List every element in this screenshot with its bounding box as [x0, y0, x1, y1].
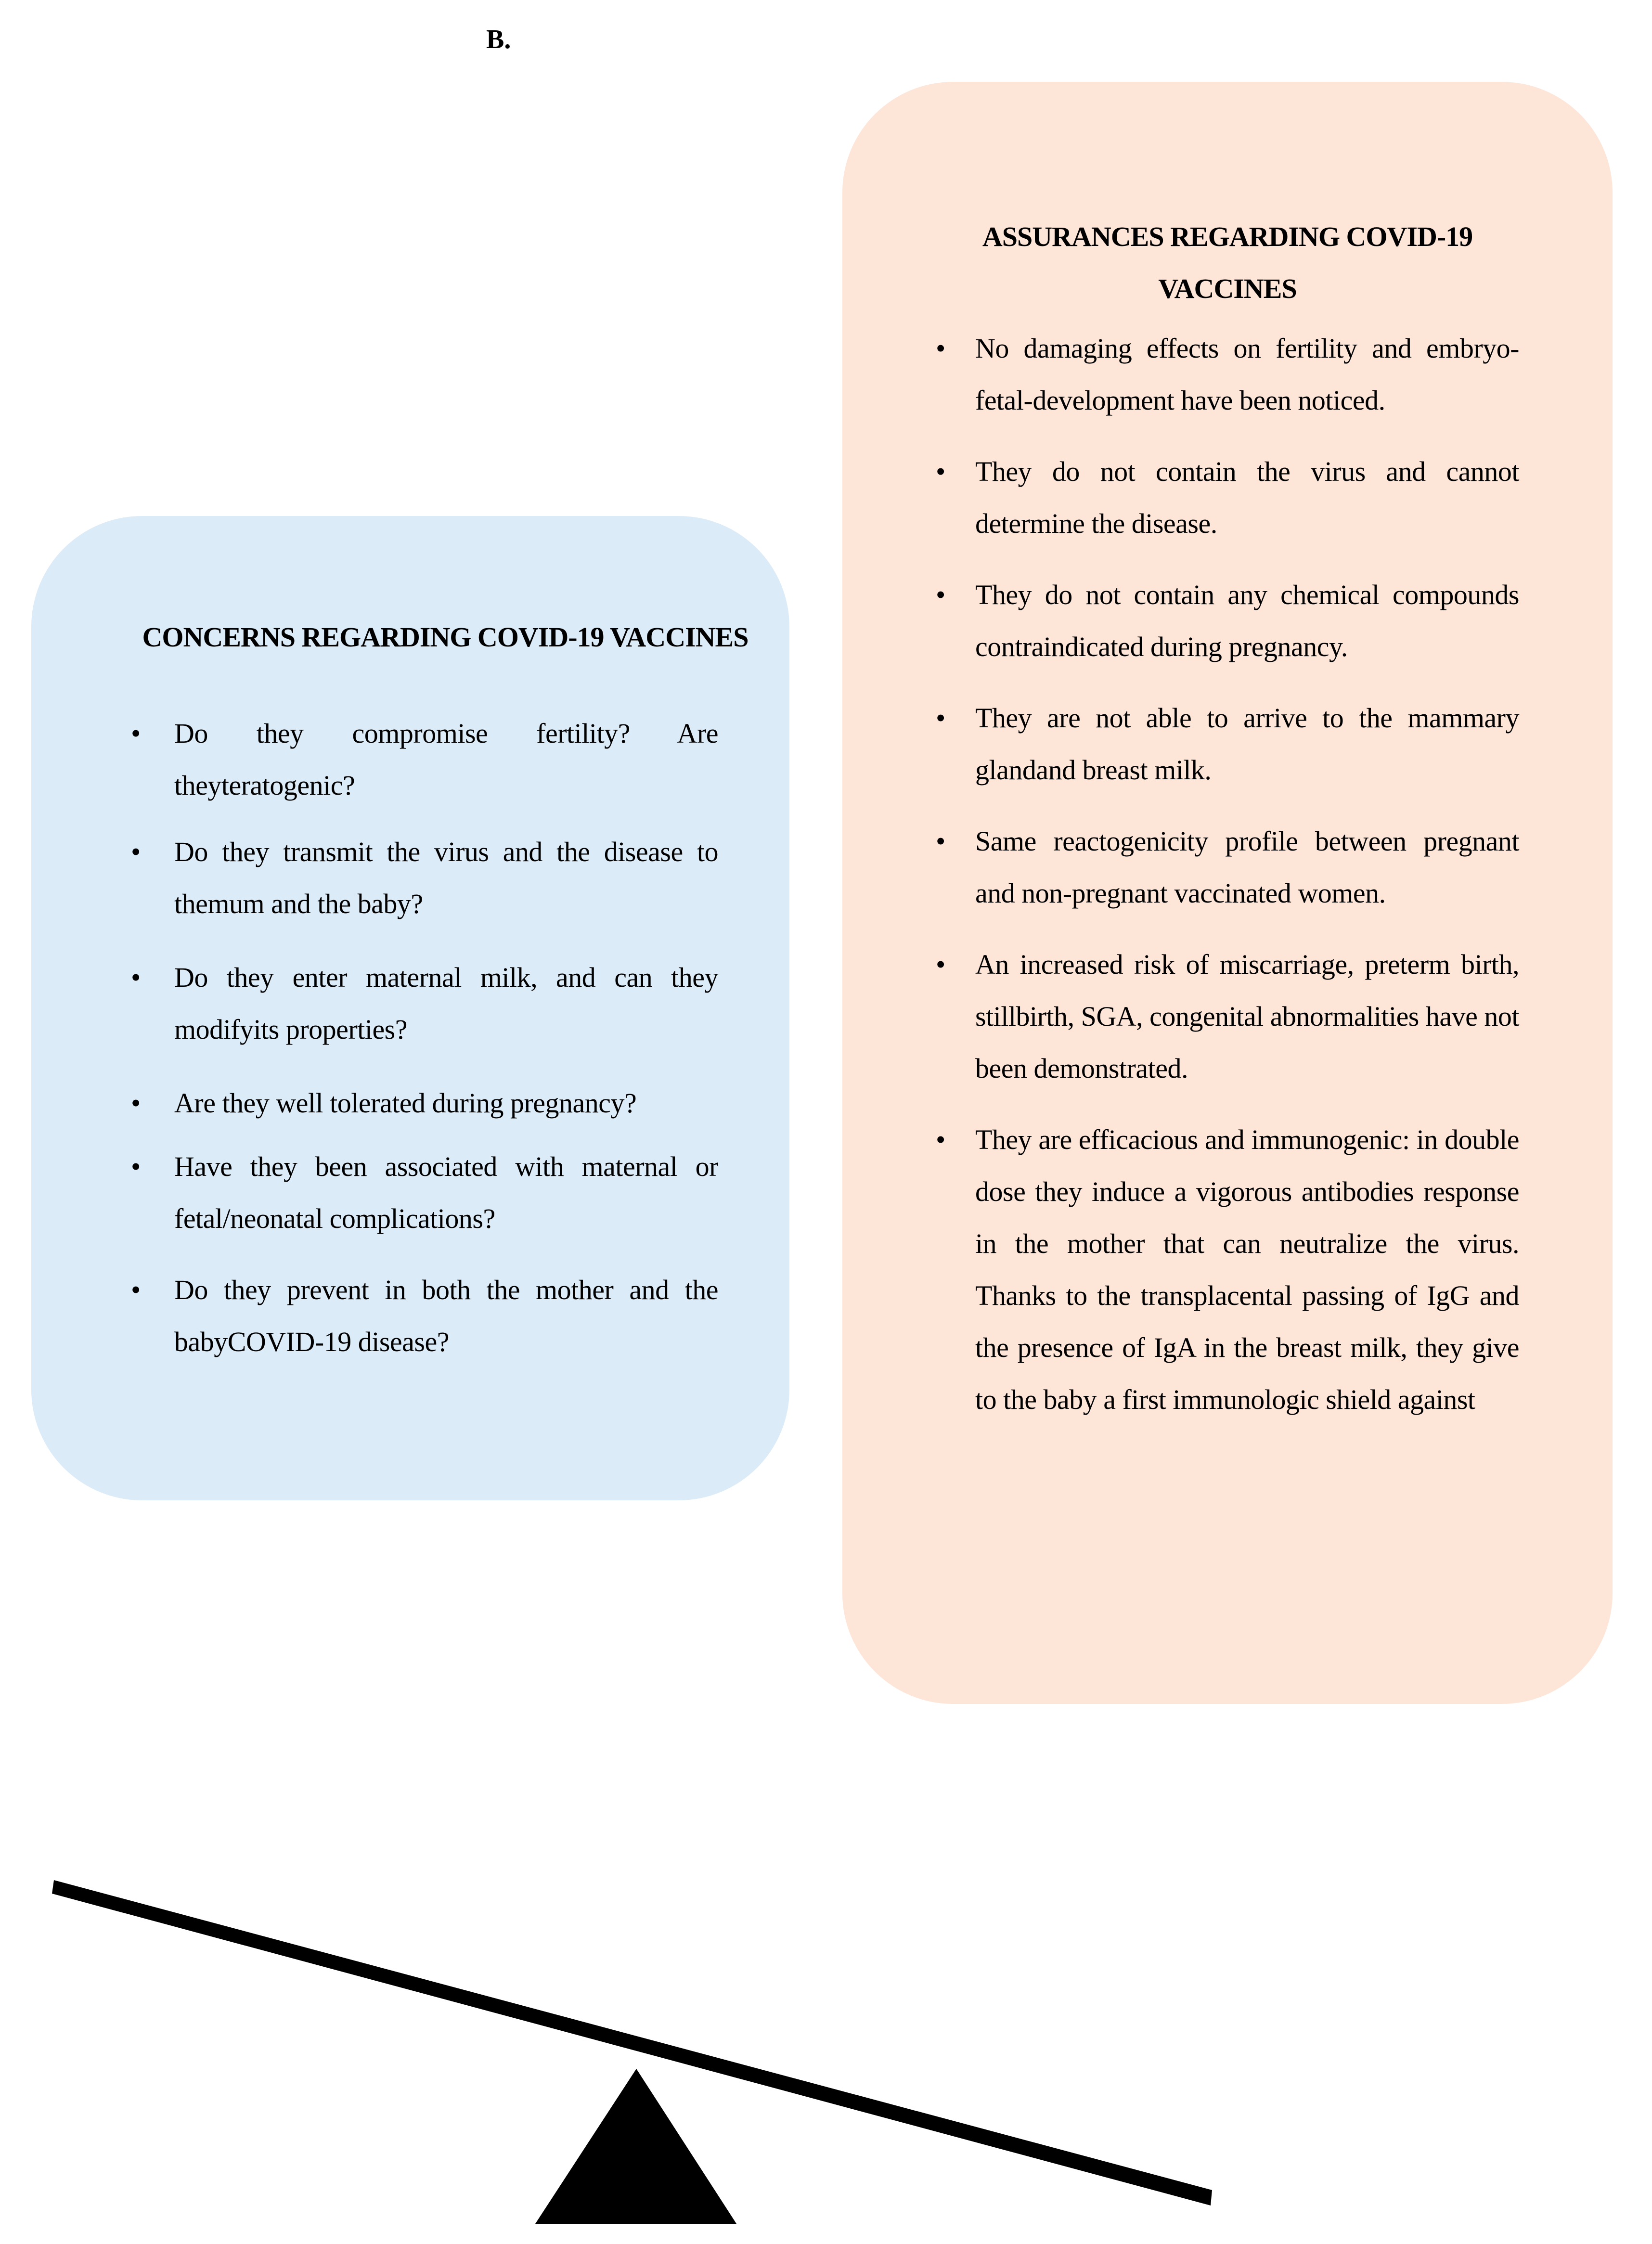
concerns-item: [131, 952, 718, 1056]
concerns-item-text: Do they prevent in both the mother and the babyCOVID-19 disease?: [174, 1274, 718, 1357]
bullet-icon: •: [936, 949, 945, 980]
seesaw-fulcrum-triangle: [535, 2069, 736, 2224]
assurances-item-text: They are efficacious and immunogenic: in double dose they induce a vigorous antibodies response in the mother that can neutralize the virus. Thanks to the transplacental passing of IgG and the presence of IgA in the breast milk, they give to the baby a first immunologic shield against: [975, 1124, 1519, 1415]
assurances-list: [936, 322, 1519, 1426]
bullet-icon: •: [936, 1124, 945, 1155]
bullet-icon: •: [131, 962, 141, 993]
assurances-box: [842, 82, 1613, 1704]
seesaw-illustration: [0, 1781, 1652, 2244]
bullet-icon: •: [131, 1274, 141, 1305]
concerns-box: [31, 516, 789, 1500]
assurances-item: [936, 322, 1519, 426]
bullet-icon: •: [936, 579, 945, 610]
concerns-item: [131, 1141, 718, 1245]
bullet-icon: •: [936, 825, 945, 857]
assurances-title: [948, 211, 1507, 315]
assurances-item: [936, 815, 1519, 919]
assurances-item-text: They do not contain the virus and cannot determine the disease.: [975, 456, 1519, 539]
panel-label: B.: [486, 25, 511, 54]
concerns-item-text: Have they been associated with maternal or fetal/neonatal complications?: [174, 1151, 718, 1234]
assurances-item-text: They are not able to arrive to the mammary glandand breast milk.: [975, 702, 1519, 786]
concerns-title: [113, 612, 777, 662]
concerns-item-text: Do they compromise fertility? Are theyteratogenic?: [174, 718, 718, 801]
concerns-item-text: Are they well tolerated during pregnancy?: [174, 1087, 637, 1119]
bullet-icon: •: [131, 836, 141, 867]
assurances-item-text: Same reactogenicity profile between pregnant and non-pregnant vaccinated women.: [975, 825, 1519, 909]
bullet-icon: •: [131, 718, 141, 749]
assurances-item-text: An increased risk of miscarriage, preterm birth, stillbirth, SGA, congenital abnormalities have not been demonstrated.: [975, 949, 1519, 1084]
bullet-icon: •: [936, 333, 945, 364]
bullet-icon: •: [131, 1087, 141, 1119]
concerns-item: [131, 708, 718, 812]
assurances-title-text: ASSURANCES REGARDING COVID-19 VACCINES: [982, 221, 1473, 304]
bullet-icon: •: [131, 1151, 141, 1182]
assurances-item-text: No damaging effects on fertility and embryo-fetal-development have been noticed.: [975, 333, 1519, 416]
concerns-item: [131, 1264, 718, 1368]
assurances-item: [936, 569, 1519, 673]
concerns-item: [131, 1077, 718, 1129]
assurances-item: [936, 692, 1519, 796]
assurances-item-text: They do not contain any chemical compounds contraindicated during pregnancy.: [975, 579, 1519, 662]
concerns-title-text: CONCERNS REGARDING COVID-19 VACCINES: [142, 621, 749, 653]
assurances-item: [936, 446, 1519, 550]
concerns-item: [131, 826, 718, 930]
assurances-item: [936, 939, 1519, 1095]
concerns-list: [131, 708, 718, 1368]
bullet-icon: •: [936, 456, 945, 487]
bullet-icon: •: [936, 702, 945, 734]
concerns-item-text: Do they transmit the virus and the disease to themum and the baby?: [174, 836, 718, 919]
concerns-item-text: Do they enter maternal milk, and can they modifyits properties?: [174, 962, 718, 1045]
assurances-item: [936, 1114, 1519, 1426]
